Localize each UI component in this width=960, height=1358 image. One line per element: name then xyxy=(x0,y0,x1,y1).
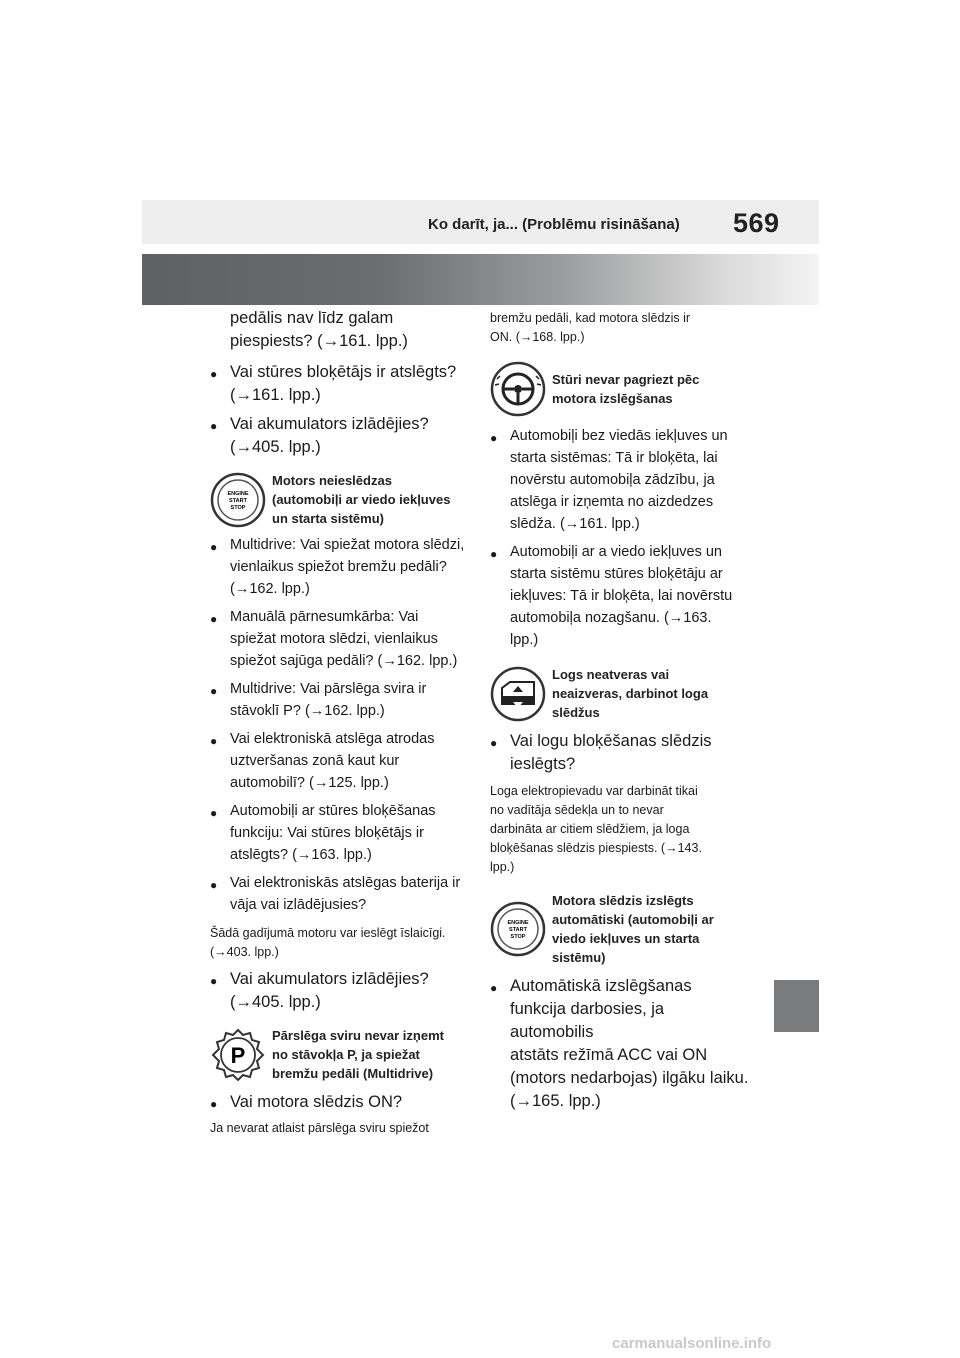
bullet-icon: ● xyxy=(210,974,218,988)
list-item: ● Vai elektroniskās atslēgas baterija ir vāja vai izlādējusies? xyxy=(210,872,472,916)
list-item: ● Automobiļi ar a viedo iekļuves un starta sistēmu stūres bloķētāju ar iekļuves: Tā ir bloķēta, lai novērstu automobiļa nozagšanu. (→163. lpp.) xyxy=(490,541,750,651)
page-number: 569 xyxy=(733,208,780,238)
list-item: ● Automātiskā izslēgšanas funkcija darbosies, ja automobilis atstāts režīmā ACC vai ON (motors nedarbojas) ilgāku laiku. (→165. lpp.) xyxy=(490,977,749,1110)
svg-text:START: START xyxy=(509,927,527,933)
svg-text:STOP: STOP xyxy=(230,504,246,511)
bullet-icon: ● xyxy=(210,419,218,433)
symptom-heading: ENGINE START STOP Motors neieslēdzas (automobiļi ar viedo iekļuves un starta sistēmu) xyxy=(210,471,472,528)
bullet-icon: ● xyxy=(210,806,218,820)
watermark-text: carmanualsonline.info xyxy=(612,1335,772,1352)
symptom-heading: Logs neatveras vai neaizveras, darbinot loga slēdžus xyxy=(490,665,750,722)
bullet-icon: ● xyxy=(210,612,218,626)
list-item: ● Automobiļi ar stūres bloķēšanas funkciju: Vai stūres bloķētājs ir atslēgts? (→163. lpp.) xyxy=(210,800,472,866)
bullet-icon: ● xyxy=(210,878,218,892)
bullet-icon: ● xyxy=(490,981,498,995)
bullet-icon: ● xyxy=(490,431,498,445)
bullet-icon: ● xyxy=(210,734,218,748)
list-item: ● Manuālā pārnesumkārba: Vai spiežat motora slēdzi, vienlaikus spiežot sajūga pedāli? (→162. lpp.) xyxy=(210,606,472,672)
engine-start-stop-icon xyxy=(490,901,546,957)
list-item: ● Automobiļi bez viedās iekļuves un starta sistēmas: Tā ir bloķēta, lai novērstu automobiļa zādzību, ja atslēga ir izņemta no aizdedzes slēdža. (→161. lpp.) xyxy=(490,425,750,535)
note-text: Šādā gadījumā motoru var ieslēgt īslaicīgi. (→403. lpp.) xyxy=(210,926,446,959)
list-item: ● Vai elektroniskā atslēga atrodas uztveršanas zonā kaut kur automobilī? (→125. lpp.) xyxy=(210,728,472,794)
list-item: ● Multidrive: Vai pārslēga svira ir stāvoklī P? (→162. lpp.) xyxy=(210,678,472,722)
list-item: ● Multidrive: Vai spiežat motora slēdzi, vienlaikus spiežot bremžu pedāli? (→162. lpp.) xyxy=(210,534,472,600)
bullet-icon: ● xyxy=(210,684,218,698)
svg-text:STOP: STOP xyxy=(510,934,526,940)
list-item: ● Vai logu bloķēšanas slēdzis ieslēgts? xyxy=(490,732,712,773)
symptom-heading: Stūri nevar pagriezt pēc motora izslēgšanas xyxy=(490,361,750,417)
symptom-heading: ENGINE START STOP Motora slēdzis izslēgts automātiski (automobiļi ar viedo iekļuves un starta sistēmu) xyxy=(490,891,750,967)
bullet-icon: ● xyxy=(210,540,218,554)
bullet-icon: ● xyxy=(490,547,498,561)
park-gear-icon xyxy=(210,1027,266,1083)
section-gradient-bar xyxy=(142,254,819,305)
page-header-title: Ko darīt, ja... (Problēmu risināšana) xyxy=(428,216,680,233)
engine-start-stop-icon xyxy=(210,472,266,528)
bullet-icon: ● xyxy=(210,367,218,381)
note-text: bremžu pedāli, kad motora slēdzis ir ON. (→168. lpp.) xyxy=(490,311,691,344)
note-text: Loga elektropievadu var darbināt tikai no vadītāja sēdekļa un to nevar darbināta ar citiem slēdžiem, ja loga bloķēšanas slēdzis piespiests. (→143. lpp.) xyxy=(490,784,702,874)
window-lock-icon xyxy=(490,666,546,722)
continued-question: pedālis nav līdz galam piespiests? (→161. lpp.) xyxy=(230,309,408,350)
left-column xyxy=(210,307,472,1138)
list-item: ● Vai stūres bloķētājs ir atslēgts? (→161. lpp.) xyxy=(210,363,457,404)
symptom-heading: P Pārslēga sviru nevar izņemt no stāvokļa P, ja spiežat bremžu pedāli (Multidrive) xyxy=(210,1026,472,1083)
steering-lock-icon xyxy=(490,361,546,417)
list-item: ● Vai akumulators izlādējies? (→405. lpp.) xyxy=(210,970,429,1011)
bullet-icon: ● xyxy=(490,736,498,750)
svg-text:START: START xyxy=(229,497,247,504)
svg-text:ENGINE: ENGINE xyxy=(227,490,249,497)
svg-text:ENGINE: ENGINE xyxy=(507,920,529,926)
chapter-side-tab xyxy=(774,980,819,1032)
right-column xyxy=(490,309,750,1113)
svg-text:P: P xyxy=(230,1042,246,1068)
list-item: ● Vai akumulators izlādējies? (→405. lpp.) xyxy=(210,415,429,456)
bullet-icon: ● xyxy=(210,1097,218,1111)
note-text: Ja nevarat atlaist pārslēga sviru spiežot xyxy=(210,1121,429,1135)
list-item: ● Vai motora slēdzis ON? xyxy=(210,1091,472,1115)
